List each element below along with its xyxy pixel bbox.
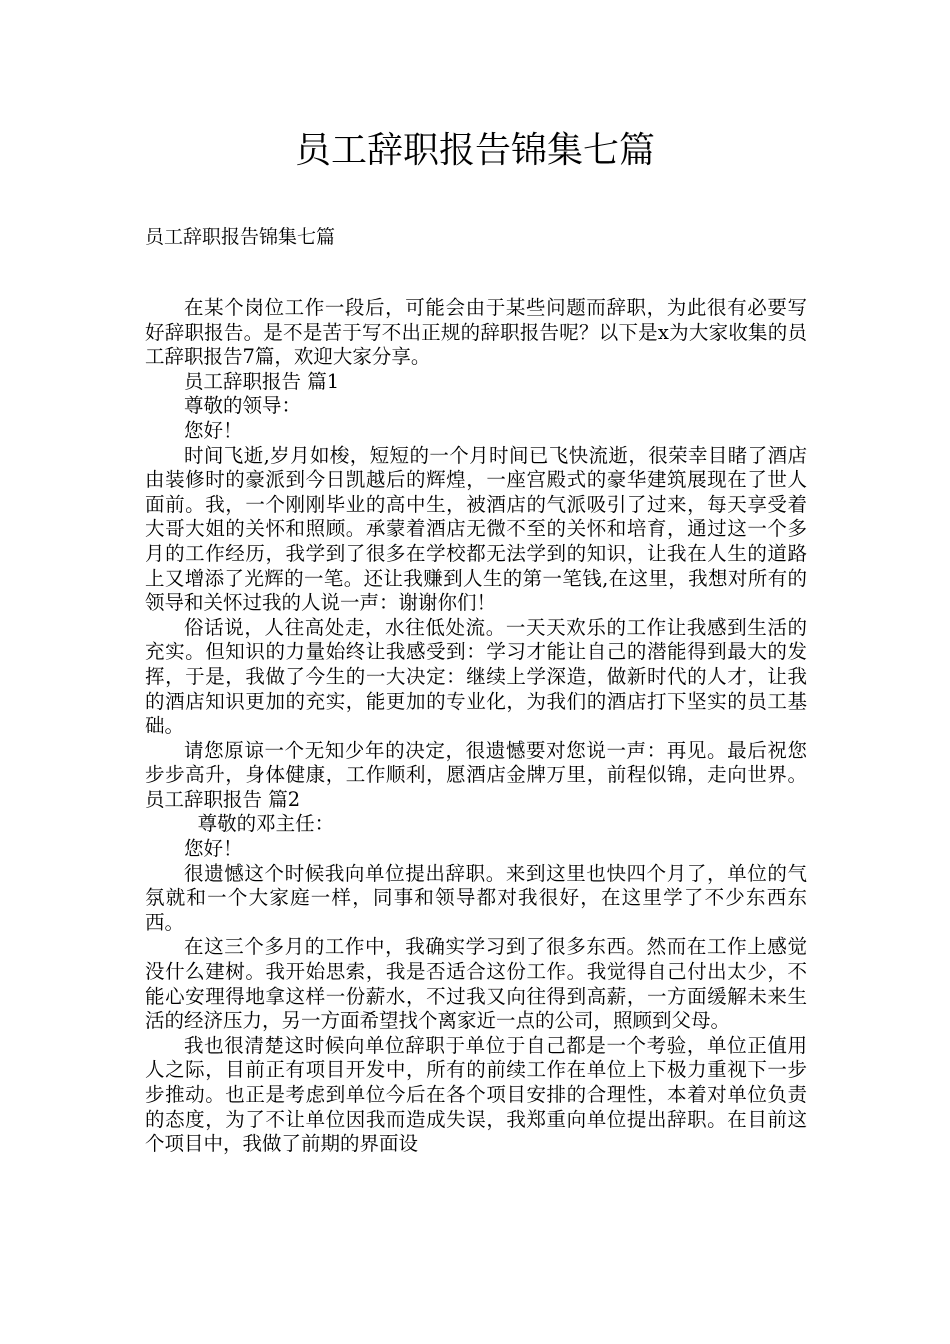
greeting: 您好！ — [184, 837, 243, 861]
document-title: 员工辞职报告锦集七篇 — [294, 130, 655, 171]
document-body — [145, 296, 807, 1157]
greeting: 您好！ — [184, 418, 243, 442]
salutation: 尊敬的领导： — [184, 394, 302, 418]
body-paragraph: 俗话说，人往高处走，水往低处流。一天天欢乐的工作让我感到生活的充实。但知识的力量始终让我感受到：学习才能让自己的潜能得到最大的发挥，于是，我做了今生的一大决定：继续上学深造，做新时代的人才，让我的酒店知识更加的充实，能更加的专业化，为我们的酒店打下坚实的员工基础。 — [145, 615, 807, 738]
intro-paragraph: 在某个岗位工作一段后，可能会由于某些问题而辞职，为此很有必要写好辞职报告。是不是苦于写不出正规的辞职报告呢？以下是x为大家收集的员工辞职报告7篇，欢迎大家分享。 — [145, 296, 807, 369]
body-paragraph: 请您原谅一个无知少年的决定，很遗憾要对您说一声：再见。最后祝您步步高升，身体健康，工作顺利，愿酒店金牌万里，前程似锦，走向世界。员工辞职报告 篇2 — [145, 738, 807, 811]
body-paragraph: 很遗憾这个时候我向单位提出辞职。来到这里也快四个月了，单位的气氛就和一个大家庭一样，同事和领导都对我很好，在这里学了不少东西东西。 — [145, 861, 807, 934]
salutation: 尊敬的邓主任： — [197, 812, 335, 836]
body-paragraph: 时间飞逝,岁月如梭，短短的一个月时间已飞快流逝，很荣幸目睹了酒店由装修时的豪派到今日凯越后的辉煌，一座宫殿式的豪华建筑展现在了世人面前。我，一个刚刚毕业的高中生，被酒店的气派吸引了过来，每天享受着大哥大姐的关怀和照顾。承蒙着酒店无微不至的关怀和培育，通过这一个多月的工作经历，我学到了很多在学校都无法学到的知识，让我在人生的道路上又增添了光辉的一笔。还让我赚到人生的第一笔钱,在这里，我想对所有的领导和关怀过我的人说一声：谢谢你们！ — [145, 443, 807, 615]
body-paragraph: 我也很清楚这时候向单位辞职于单位于自己都是一个考验，单位正值用人之际，目前正有项目开发中，所有的前续工作在单位上下极力重视下一步步推动。也正是考虑到单位今后在各个项目安排的合理性，本着对单位负责的态度，为了不让单位因我而造成失误，我郑重向单位提出辞职。在目前这个项目中，我做了前期的界面设 — [145, 1033, 807, 1156]
body-paragraph: 在这三个多月的工作中，我确实学习到了很多东西。然而在工作上感觉没什么建树。我开始思索，我是否适合这份工作。我觉得自己付出太少，不能心安理得地拿这样一份薪水，不过我又向往得到高薪，一方面缓解未来生活的经济压力，另一方面希望找个离家近一点的公司，照顾到父母。 — [145, 935, 807, 1033]
section-heading-1: 员工辞职报告 篇1 — [184, 369, 340, 393]
document-subtitle: 员工辞职报告锦集七篇 — [145, 226, 336, 248]
